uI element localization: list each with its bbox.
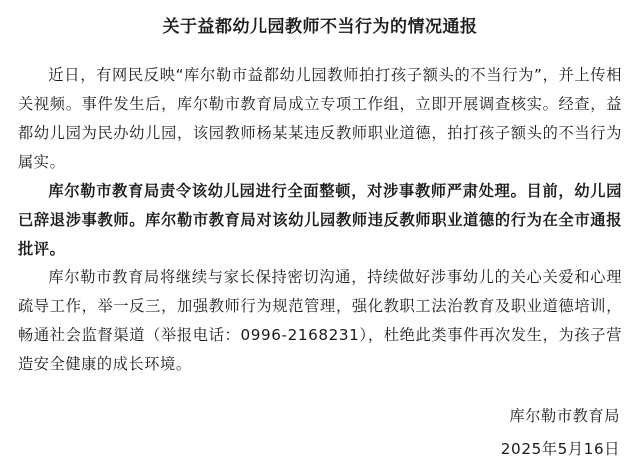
paragraph-handling: 库尔勒市教育局责令该幼儿园进行全面整顿，对涉事教师严肃处理。目前，幼儿园已辞退涉事教师。库尔勒市教育局对该幼儿园教师违反教师职业道德的行为在全市通报批评。 (18, 182, 622, 258)
document-title: 关于益都幼儿园教师不当行为的情况通报 (162, 17, 478, 37)
paragraph-investigation: 近日，有网民反映“库尔勒市益都幼儿园教师拍打孩子额头的不当行为”，并上传相关视频。事件发生后，库尔勒市教育局成立专项工作组，立即开展调查核实。经查，益都幼儿园为民办幼儿园，该园教师杨某某违反教师职业道德，拍打孩子额头的不当行为属实。 (18, 66, 622, 171)
paragraph-followup: 库尔勒市教育局将继续与家长保持密切沟通，持续做好涉事幼儿的关心关爱和心理疏导工作，举一反三，加强教师行为规范管理，强化教职工法治教育及职业道德培训，畅通社会监督渠道（举报电话：0996-2168231），杜绝此类事件再次发生，为孩子营造安全健康的成长环境。 (18, 268, 622, 373)
issue-date: 2025年5月16日 (500, 440, 620, 458)
issuer-name: 库尔勒市教育局 (509, 407, 620, 425)
